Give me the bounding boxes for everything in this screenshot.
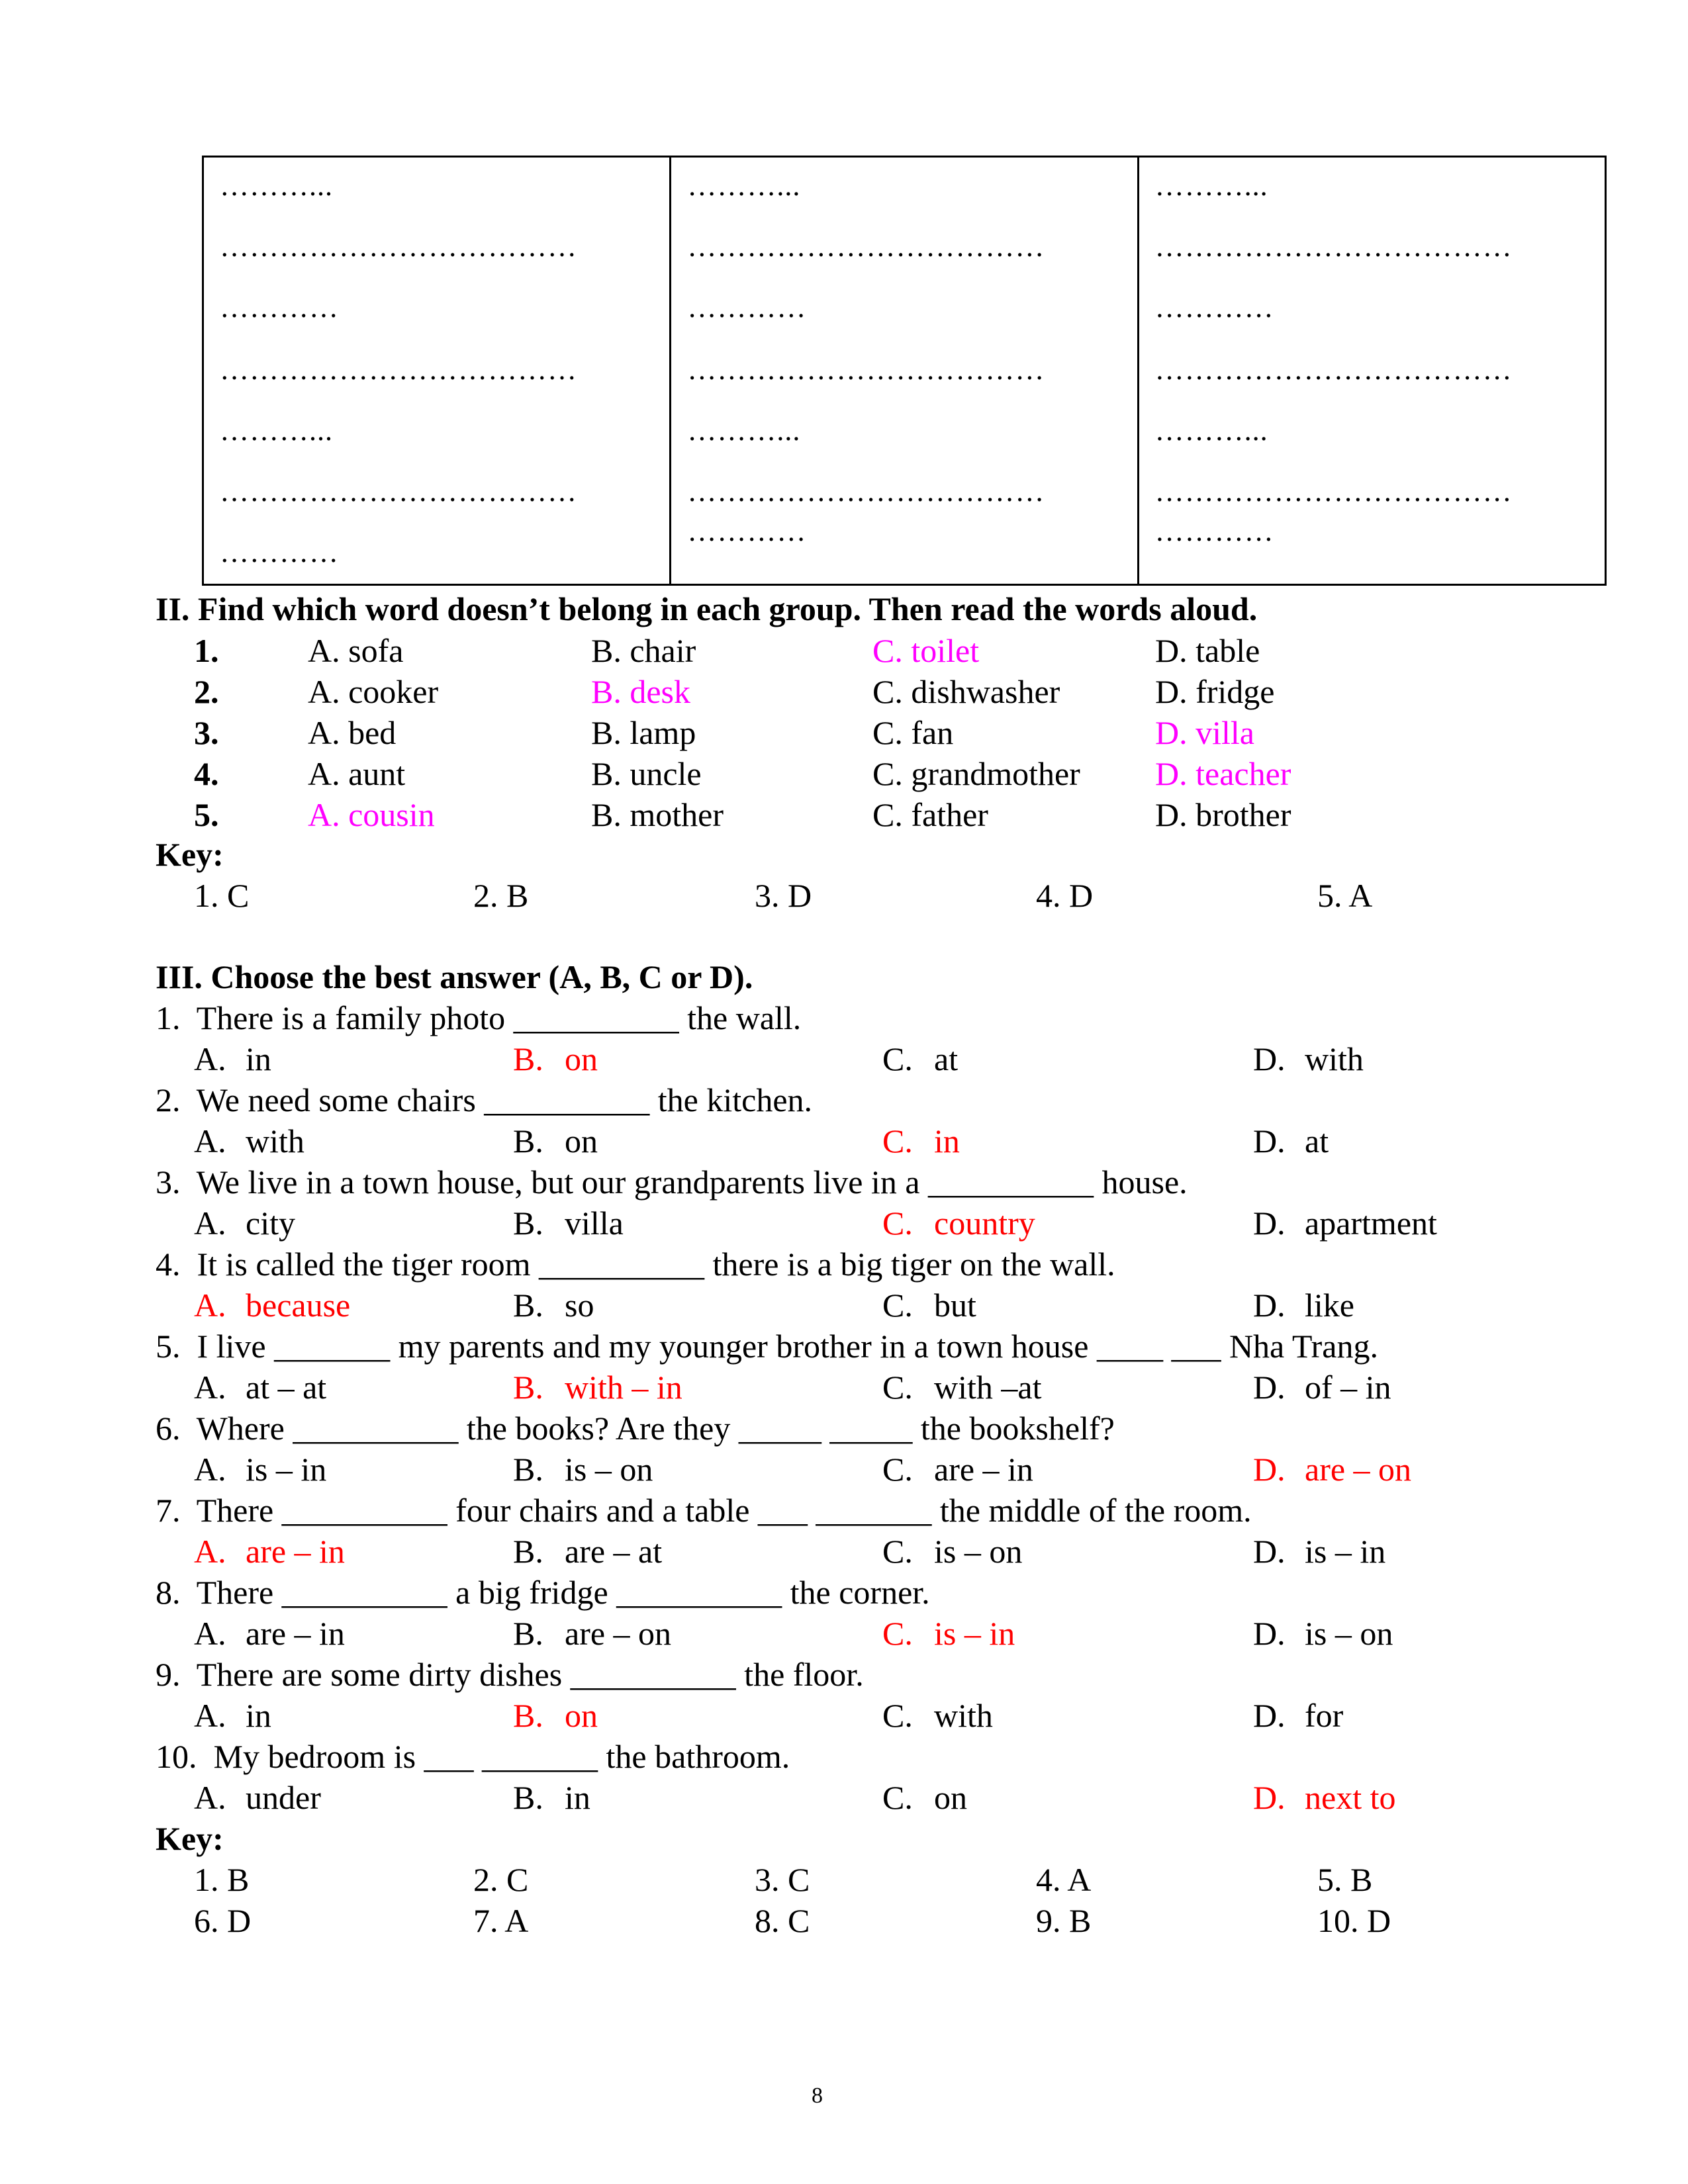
- option-d-letter: D.: [1253, 1779, 1286, 1816]
- option-c-text: with: [934, 1697, 993, 1734]
- option-c-letter: C.: [882, 1369, 913, 1406]
- question-stem: 5. I live _______ my parents and my younger brother in a town house ____ ___ Nha Trang.: [156, 1328, 1378, 1365]
- dotted-line: …………: [1154, 291, 1274, 324]
- question-stem: 9. There are some dirty dishes __________ the floor.: [156, 1656, 864, 1693]
- option-b-text: on: [565, 1697, 598, 1734]
- option-d-letter: D.: [1253, 1533, 1286, 1570]
- key-answer: 10. D: [1317, 1902, 1391, 1939]
- question-number: 2.: [194, 673, 219, 710]
- dotted-line: ………...: [1154, 414, 1268, 447]
- option-c: C. fan: [872, 714, 954, 751]
- option-c-letter: C.: [882, 1779, 913, 1816]
- option-c: C. toilet: [872, 632, 980, 669]
- option-d-letter: D.: [1253, 1615, 1286, 1652]
- key-answer: 3. C: [755, 1861, 810, 1898]
- option-a-text: at – at: [246, 1369, 327, 1406]
- option-a-letter: A.: [194, 1615, 226, 1652]
- option-d-letter: D.: [1253, 1369, 1286, 1406]
- option-b-text: with – in: [565, 1369, 682, 1406]
- option-d-text: is – in: [1305, 1533, 1386, 1570]
- option-b-text: so: [565, 1287, 594, 1324]
- section-3-title: III. Choose the best answer (A, B, C or D).: [156, 958, 753, 995]
- option-b-letter: B.: [513, 1697, 543, 1734]
- question-stem: 1. There is a family photo __________ the wall.: [156, 999, 802, 1036]
- option-b: B. lamp: [591, 714, 696, 751]
- option-c-letter: C.: [882, 1533, 913, 1570]
- option-b: B. mother: [591, 796, 724, 833]
- option-a-letter: A.: [194, 1533, 226, 1570]
- option-d-text: apartment: [1305, 1205, 1437, 1242]
- option-b-text: are – on: [565, 1615, 672, 1652]
- option-a: A. bed: [308, 714, 397, 751]
- page-number: 8: [812, 2083, 823, 2108]
- option-c: C. dishwasher: [872, 673, 1060, 710]
- key-answer: 5. A: [1317, 877, 1373, 914]
- dotted-line: ………………………………: [220, 353, 577, 386]
- dotted-line: …………: [687, 291, 807, 324]
- option-b-letter: B.: [513, 1369, 543, 1406]
- option-a: A. cousin: [308, 796, 435, 833]
- option-b-text: are – at: [565, 1533, 663, 1570]
- option-b-letter: B.: [513, 1205, 543, 1242]
- option-c-text: with –at: [934, 1369, 1042, 1406]
- option-d-text: at: [1305, 1122, 1329, 1160]
- option-b: B. uncle: [591, 755, 702, 792]
- option-c-text: is – on: [934, 1533, 1023, 1570]
- option-a: A. aunt: [308, 755, 406, 792]
- option-c-letter: C.: [882, 1122, 913, 1160]
- option-d-text: next to: [1305, 1779, 1396, 1816]
- option-c: C. father: [872, 796, 988, 833]
- option-a-letter: A.: [194, 1697, 226, 1734]
- option-d-letter: D.: [1253, 1451, 1286, 1488]
- option-a-letter: A.: [194, 1779, 226, 1816]
- key-answer: 2. B: [473, 877, 529, 914]
- section-2-key-label: Key:: [156, 836, 224, 873]
- key-answer: 4. D: [1036, 877, 1094, 914]
- option-a-text: with: [246, 1122, 305, 1160]
- dotted-line: ………...: [1154, 169, 1268, 202]
- option-b-letter: B.: [513, 1615, 543, 1652]
- option-a-text: city: [246, 1205, 295, 1242]
- question-stem: 4. It is called the tiger room __________ there is a big tiger on the wall.: [156, 1246, 1115, 1283]
- option-d-text: like: [1305, 1287, 1354, 1324]
- option-d-letter: D.: [1253, 1122, 1286, 1160]
- option-a: A. sofa: [308, 632, 404, 669]
- option-c-text: at: [934, 1040, 959, 1077]
- section-3-key-label: Key:: [156, 1820, 224, 1857]
- dotted-line: ………………………………: [220, 230, 577, 263]
- dotted-line: ………...: [220, 414, 333, 447]
- option-b-text: villa: [565, 1205, 624, 1242]
- option-b-letter: B.: [513, 1779, 543, 1816]
- option-c-text: are – in: [934, 1451, 1033, 1488]
- question-stem: 10. My bedroom is ___ _______ the bathroom.: [156, 1738, 790, 1775]
- option-a-letter: A.: [194, 1205, 226, 1242]
- question-number: 3.: [194, 714, 219, 751]
- dotted-line: ………………………………: [1154, 353, 1513, 386]
- option-a-letter: A.: [194, 1287, 226, 1324]
- option-c-letter: C.: [882, 1040, 913, 1077]
- option-d-letter: D.: [1253, 1697, 1286, 1734]
- key-answer: 5. B: [1317, 1861, 1373, 1898]
- option-d: D. villa: [1155, 714, 1254, 751]
- option-b-letter: B.: [513, 1287, 543, 1324]
- option-d: D. fridge: [1155, 673, 1275, 710]
- option-a-letter: A.: [194, 1369, 226, 1406]
- option-c-letter: C.: [882, 1287, 913, 1324]
- option-c-letter: C.: [882, 1615, 913, 1652]
- key-answer: 1. C: [194, 877, 250, 914]
- option-c-text: but: [934, 1287, 976, 1324]
- option-c-text: on: [934, 1779, 967, 1816]
- option-b-text: on: [565, 1040, 598, 1077]
- dotted-line: ………...: [220, 169, 333, 202]
- question-stem: 7. There __________ four chairs and a table ___ _______ the middle of the room.: [156, 1492, 1252, 1529]
- option-a-text: are – in: [246, 1533, 345, 1570]
- dotted-line: ………………………………: [687, 353, 1045, 386]
- question-number: 1.: [194, 632, 219, 669]
- dotted-line: ………...: [687, 169, 801, 202]
- key-answer: 9. B: [1036, 1902, 1092, 1939]
- dotted-line: ………………………………: [1154, 475, 1513, 508]
- option-d-letter: D.: [1253, 1040, 1286, 1077]
- option-c-text: is – in: [934, 1615, 1015, 1652]
- option-b-text: is – on: [565, 1451, 653, 1488]
- key-answer: 4. A: [1036, 1861, 1092, 1898]
- option-b-letter: B.: [513, 1040, 543, 1077]
- option-d: D. teacher: [1155, 755, 1291, 792]
- dotted-line: …………: [220, 536, 339, 569]
- dotted-line: ………...: [687, 414, 801, 447]
- option-a: A. cooker: [308, 673, 439, 710]
- option-b-letter: B.: [513, 1451, 543, 1488]
- option-b: B. desk: [591, 673, 690, 710]
- key-answer: 6. D: [194, 1902, 252, 1939]
- key-answer: 8. C: [755, 1902, 810, 1939]
- option-a-text: under: [246, 1779, 321, 1816]
- option-d-text: for: [1305, 1697, 1344, 1734]
- option-c-text: country: [934, 1205, 1035, 1242]
- table-column-1: [204, 158, 671, 584]
- question-stem: 6. Where __________ the books? Are they _____ _____ the bookshelf?: [156, 1410, 1115, 1447]
- option-d-text: of – in: [1305, 1369, 1391, 1406]
- option-d-text: with: [1305, 1040, 1364, 1077]
- option-c-letter: C.: [882, 1697, 913, 1734]
- table-column-2: [671, 158, 1139, 584]
- question-stem: 3. We live in a town house, but our grandparents live in a __________ house.: [156, 1163, 1188, 1201]
- option-b-text: on: [565, 1122, 598, 1160]
- option-d: D. table: [1155, 632, 1260, 669]
- option-b-letter: B.: [513, 1122, 543, 1160]
- dotted-line: ………………………………: [687, 230, 1045, 263]
- key-answer: 1. B: [194, 1861, 250, 1898]
- dotted-line: …………: [687, 515, 807, 547]
- option-d-text: is – on: [1305, 1615, 1393, 1652]
- option-a-letter: A.: [194, 1040, 226, 1077]
- option-a-text: in: [246, 1697, 271, 1734]
- dotted-line: ………………………………: [687, 475, 1045, 508]
- option-b-letter: B.: [513, 1533, 543, 1570]
- dotted-line: ………………………………: [1154, 230, 1513, 263]
- option-d: D. brother: [1155, 796, 1291, 833]
- option-a-text: because: [246, 1287, 351, 1324]
- dotted-line: …………: [220, 291, 339, 324]
- option-b: B. chair: [591, 632, 696, 669]
- question-number: 4.: [194, 755, 219, 792]
- key-answer: 3. D: [755, 877, 812, 914]
- table-column-3: [1139, 158, 1605, 584]
- option-c-letter: C.: [882, 1451, 913, 1488]
- key-answer: 2. C: [473, 1861, 529, 1898]
- option-d-text: are – on: [1305, 1451, 1412, 1488]
- option-c-letter: C.: [882, 1205, 913, 1242]
- option-c-text: in: [934, 1122, 960, 1160]
- key-answer: 7. A: [473, 1902, 529, 1939]
- question-number: 5.: [194, 796, 219, 833]
- option-d-letter: D.: [1253, 1205, 1286, 1242]
- option-a-text: are – in: [246, 1615, 345, 1652]
- dotted-line: …………: [1154, 515, 1274, 547]
- section-2-title: II. Find which word doesn’t belong in each group. Then read the words aloud.: [156, 590, 1258, 627]
- question-stem: 8. There __________ a big fridge __________ the corner.: [156, 1574, 930, 1611]
- option-c: C. grandmother: [872, 755, 1080, 792]
- question-stem: 2. We need some chairs __________ the kitchen.: [156, 1081, 813, 1118]
- dotted-line: ………………………………: [220, 475, 577, 508]
- option-d-letter: D.: [1253, 1287, 1286, 1324]
- option-a-text: in: [246, 1040, 271, 1077]
- option-a-letter: A.: [194, 1451, 226, 1488]
- option-a-text: is – in: [246, 1451, 327, 1488]
- answer-table: [202, 156, 1607, 586]
- option-a-letter: A.: [194, 1122, 226, 1160]
- option-b-text: in: [565, 1779, 590, 1816]
